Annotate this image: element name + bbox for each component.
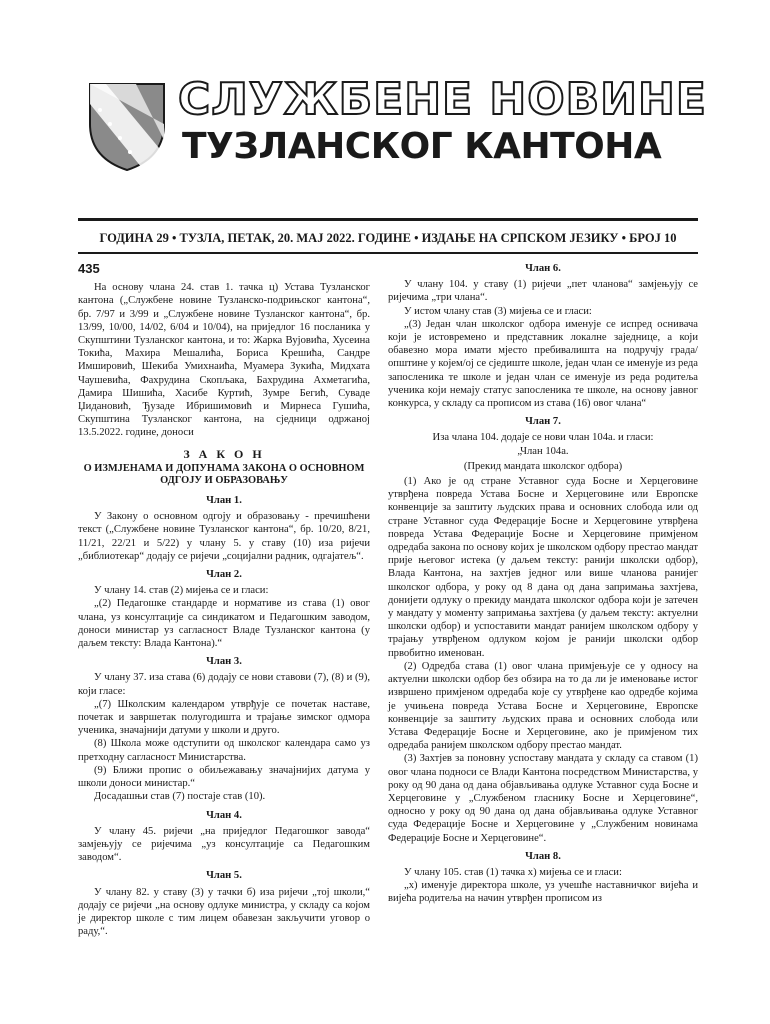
article-heading: Члан 7.: [525, 416, 561, 428]
header-rule-top: [78, 218, 698, 221]
article-paragraph: У члану 14. став (2) мијења се и гласи:: [94, 585, 269, 597]
article-paragraph: (9) Ближи пропис о обиљежавању значајнијих датума у школи доноси министар.“: [78, 764, 370, 790]
act-number: 435: [78, 261, 100, 276]
left-column: [78, 262, 370, 938]
article-paragraph: Иза члана 104. додаје се нови члан 104а. и гласи:: [432, 432, 654, 444]
preamble: На основу члана 24. став 1. тачка ц) Устава Тузланског кантона („Службене новине Тузланско-подрињског кантона“, бр. 7/97 и 3/99 и „Службене новине Тузланског кантона“, бр. 13/99, 10/00, 14/02, 6/04 и 10/04), на приједлог 16 посланика у Скупштини Тузланског кантона, и то: Жарка Вујовића, Хусеина Токића, Махира Мешалића, Бориса Крешића, Сандре Имшировић, Шекиба Умихнаића, Муамера Зукића, Мидхата Чаушевића, Фахрудина Скопљака, Бахрудина Ахметагића, Дамира Шишића, Хасибе Куртић, Зумре Бегић, Суваде Џидановић, Ђузаде Ибришимовић и Мирнеса Гушића, Скупштина Тузланског кантона, на сједници одржаној 13.5.2022. године, доноси: [78, 282, 370, 439]
right-column: [388, 262, 698, 906]
article-paragraph: Досадашњи став (7) постаје став (10).: [94, 791, 266, 803]
article-paragraph: (2) Одредба става (1) овог члана примјењује се у односу на актуелни школски одбор без обзира на то да ли је именовање истог извршено примјеном одредаба које су утврђене као одредбе којима је учињена повреда Устава Босне и Херцеговине, Европске конвенције за заштиту људских права и основних слобода или Устава Федерације Босне и Херцеговине, ако је примјеном тих одредаба ранијем школском одбору престао мандат.: [388, 660, 698, 752]
law-title: З А К О Н: [183, 446, 265, 461]
coat-of-arms-icon: [86, 80, 168, 172]
article-paragraph: У истом члану став (3) мијења се и гласи:: [404, 305, 592, 317]
article-paragraph: „(7) Школским календаром утврђује се почетак наставе, почетак и завршетак полугодишта и трајање зимског одмора ученика, значајнији датуми у школи и друго.: [78, 698, 370, 737]
article-heading: Члан 4.: [206, 809, 242, 821]
article-heading: Члан 8.: [525, 850, 561, 862]
article-heading: Члан 6.: [525, 263, 561, 274]
article-paragraph: У члану 82. у ставу (3) у тачки б) иза ријечи „тој школи,“ додају се ријечи „на основу одлуке министра, у складу са којом је директор школе с тим лицем обавезан закључити уговор о раду,“.: [78, 886, 370, 938]
issue-line: ГОДИНА 29 • ТУЗЛА, ПЕТАК, 20. МАЈ 2022. ГОДИНЕ • ИЗДАЊЕ НА СРПСКОМ ЈЕЗИКУ • БРОЈ 10: [99, 231, 677, 245]
article-paragraph: У Закону о основном одгоју и образовању - пречишћени текст („Службене новине Тузланског кантона“, бр. 10/20, 8/21, 11/21, 22/21 и 5/22) у члану 5. у ставу (10) иза ријечи „библиотекар“ додају се ријечи „социјални радник, одгајатељ“.: [78, 511, 370, 562]
article-heading: Члан 5.: [206, 870, 242, 882]
article-paragraph: У члану 105. став (1) тачка х) мијења се и гласи:: [404, 866, 622, 878]
article-paragraph: „(3) Један члан школског одбора именује се испред оснивача који је истовремено и представник локалне заједнице, а који обавезно мора имати мјесто пребивалишта на подручју града/општине у којем/ој се сједиште школе, један члан се именује из реда запосленика те школе и један члан се именује из реда родитеља ученика који немају статус запосленика те школе, на основу јавног конкурса, у складу са прописом из става (16) овог члана“: [388, 318, 698, 410]
article-paragraph: У члану 45. ријечи „на приједлог Педагошког завода“ замјењују се ријечима „уз консултације са Педагошким заводом“.: [78, 825, 370, 864]
law-subtitle: О ИЗМЈЕНАМА И ДОПУНАМА ЗАКОНА О ОСНОВНОМ ОДГОЈУ И ОБРАЗОВАЊУ: [83, 462, 365, 487]
article-heading: Члан 1.: [206, 495, 242, 507]
masthead-title-line2: ТУЗЛАНСКОГ КАНТОНА: [182, 126, 662, 167]
article-heading: Члан 2.: [206, 569, 242, 581]
article-paragraph: (8) Школа може одступити од школског календара само уз претходну сагласност Министарства.: [78, 738, 370, 763]
header-rule-bottom: [78, 252, 698, 254]
article-heading: Члан 3.: [206, 656, 242, 668]
article-paragraph: „х) именује директора школе, уз учешће наставничког вијећа и вијећа родитеља на начин утврђен прописом из: [388, 880, 698, 905]
article-paragraph: (3) Захтјев за поновну успоставу мандата у складу са ставом (1) овог члана подноси се Влади Кантона посредством Министарства, у року од 90 дана од дана објављивања одлуке Уставног суда Босне и Херцеговине у „Службеном гласнику Босне и Херцеговине“, односно у року од 90 дана од дана објављивања одлуке Уставног суда Федерације Босне и Херцеговине у „Службеним новинама Федерације Босне и Херцеговине“.: [388, 753, 698, 844]
article-paragraph: У члану 37. иза става (6) додају се нови ставови (7), (8) и (9), који гласе:: [78, 672, 370, 697]
article-paragraph: „(2) Педагошке стандарде и нормативе из става (1) овог члана, уз консултације са синдикатом и Педагошким заводом, доноси министар уз сагласност Владе Тузланског кантона (у даљем тексту: Влада Кантона).“: [78, 598, 370, 650]
section-subtitle: (Прекид мандата школског одбора): [463, 460, 623, 472]
article-paragraph: (1) Ако је од стране Уставног суда Босне и Херцеговине утврђена повреда Устава Босне и Херцеговине или Европске конвенције за заштиту људских права и основних слобода или од стране Уставног суда Федерације Босне и Херцеговине утврђена повреда Устава Федерације Босне и Херцеговине примјеном одредаба закона по основу којих је школском одбору престао мандат прије његовог истека (у даљем тексту: ранији школски одбор), Влада Кантона, на захтјев једног или више чланова ранијег школског одбора, у року од 8 дана од дана запримања захтјева, донијети одлуку о прекиду мандата школског одбора који је затечен у мандату у моменту запримања захтјева (у даљем тексту: актуелни школски одбор) и успоставити мандат ранијем школском одбору у трајању утврђеном одлуком којом је ранији школски одбор првобитно именован.: [388, 476, 698, 659]
article-paragraph: У члану 104. у ставу (1) ријечи „пет чланова“ замјењују се ријечима „три члана“.: [388, 279, 698, 304]
masthead: [86, 74, 707, 174]
masthead-title-line1: СЛУЖБЕНЕ НОВИНЕ: [178, 74, 707, 125]
new-article-label: „Члан 104а.: [517, 445, 569, 457]
